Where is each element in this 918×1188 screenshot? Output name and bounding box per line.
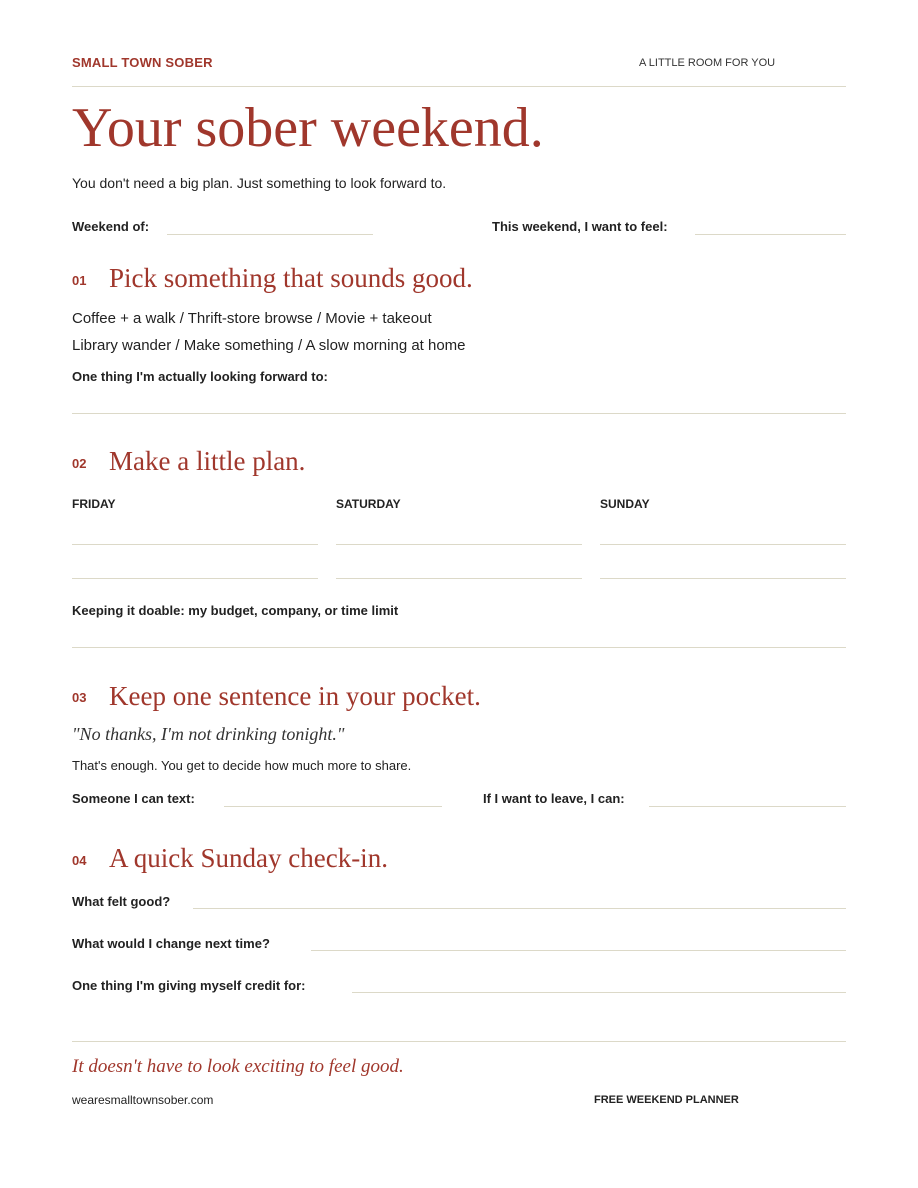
credit-label: One thing I'm giving myself credit for: bbox=[72, 978, 306, 993]
saturday-line-1[interactable] bbox=[336, 544, 582, 545]
weekend-of-label: Weekend of: bbox=[72, 219, 150, 234]
leave-field[interactable] bbox=[649, 806, 846, 807]
page-title: Your sober weekend. bbox=[72, 97, 544, 159]
day-label-saturday: SATURDAY bbox=[336, 497, 401, 511]
felt-good-label: What felt good? bbox=[72, 894, 171, 909]
doable-field[interactable] bbox=[72, 647, 846, 648]
section-number-02: 02 bbox=[72, 456, 87, 471]
header-divider bbox=[72, 86, 846, 87]
footer-tag: FREE WEEKEND PLANNER bbox=[594, 1094, 739, 1106]
header-tagline: A LITTLE ROOM FOR YOU bbox=[639, 57, 776, 69]
ideas-line-1: Coffee + a walk / Thrift-store browse / Movie + takeout bbox=[72, 310, 432, 327]
want-to-feel-field[interactable] bbox=[695, 234, 846, 235]
section-title-checkin: A quick Sunday check-in. bbox=[109, 843, 388, 873]
saturday-line-2[interactable] bbox=[336, 578, 582, 579]
friday-line-2[interactable] bbox=[72, 578, 318, 579]
looking-forward-field[interactable] bbox=[72, 413, 846, 414]
website-url: wearesmalltownsober.com bbox=[72, 1093, 214, 1107]
pocket-sentence-quote: "No thanks, I'm not drinking tonight." bbox=[72, 724, 345, 744]
closing-quote: It doesn't have to look exciting to feel good. bbox=[72, 1056, 404, 1077]
want-to-feel-label: This weekend, I want to feel: bbox=[492, 219, 668, 234]
page-subtitle: You don't need a big plan. Just something to look forward to. bbox=[72, 175, 447, 191]
sunday-line-2[interactable] bbox=[600, 578, 846, 579]
section-title-pick: Pick something that sounds good. bbox=[109, 263, 473, 293]
looking-forward-label: One thing I'm actually looking forward to: bbox=[72, 369, 328, 384]
footer-divider bbox=[72, 1041, 846, 1042]
section-number-01: 01 bbox=[72, 273, 87, 288]
section-number-03: 03 bbox=[72, 690, 87, 705]
sunday-line-1[interactable] bbox=[600, 544, 846, 545]
section-title-plan: Make a little plan. bbox=[109, 446, 306, 476]
brand-name: SMALL TOWN SOBER bbox=[72, 55, 213, 70]
doable-label: Keeping it doable: my budget, company, or time limit bbox=[72, 603, 399, 618]
friday-line-1[interactable] bbox=[72, 544, 318, 545]
felt-good-field[interactable] bbox=[193, 908, 846, 909]
change-next-time-label: What would I change next time? bbox=[72, 936, 270, 951]
someone-text-field[interactable] bbox=[224, 806, 442, 807]
ideas-line-2: Library wander / Make something / A slow morning at home bbox=[72, 337, 466, 354]
day-label-friday: FRIDAY bbox=[72, 497, 116, 511]
change-next-time-field[interactable] bbox=[311, 950, 846, 951]
weekend-of-field[interactable] bbox=[167, 234, 373, 235]
section-title-pocket: Keep one sentence in your pocket. bbox=[109, 681, 481, 711]
section-number-04: 04 bbox=[72, 853, 87, 868]
pocket-note: That's enough. You get to decide how much more to share. bbox=[72, 758, 412, 773]
someone-text-label: Someone I can text: bbox=[72, 791, 195, 806]
credit-field[interactable] bbox=[352, 992, 846, 993]
leave-label: If I want to leave, I can: bbox=[483, 791, 625, 806]
day-label-sunday: SUNDAY bbox=[600, 497, 650, 511]
